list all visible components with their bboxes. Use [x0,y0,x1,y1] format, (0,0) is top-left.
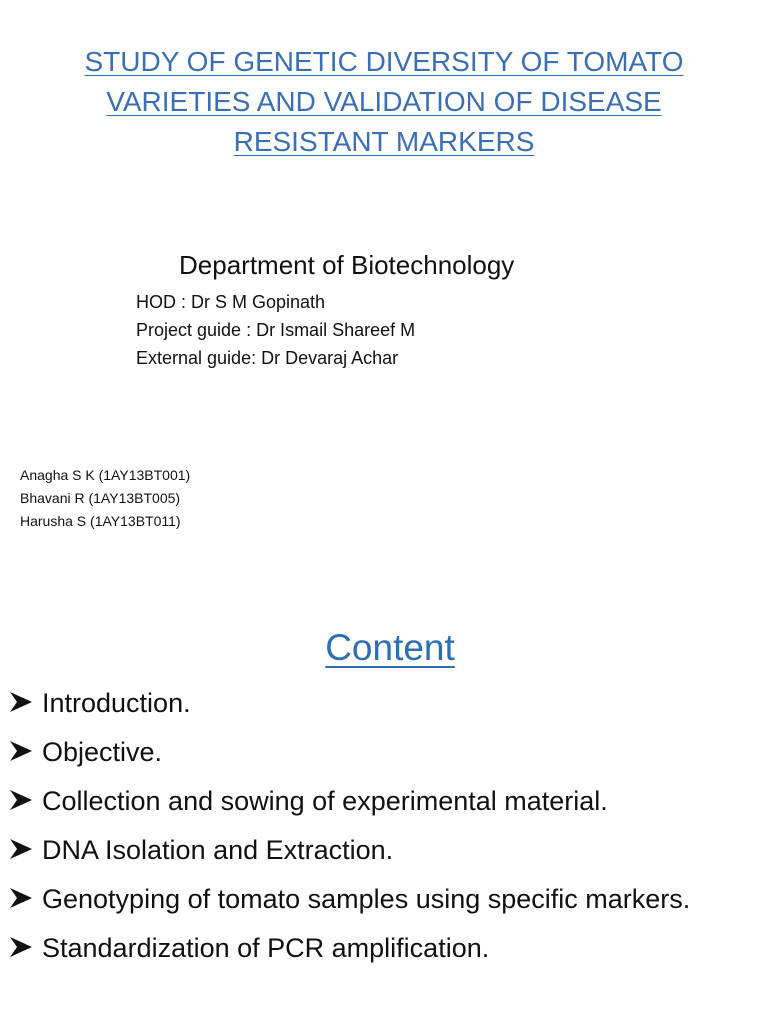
hod-line: HOD : Dr S M Gopinath [136,292,326,312]
content-item-text: Introduction. [42,688,191,718]
student-item: Harusha S (1AY13BT011) [20,513,181,529]
project-guide-line: Project guide : Dr Ismail Shareef M [136,320,416,340]
content-list-item [8,732,760,773]
content-heading-text: Content [325,627,455,668]
content-list-item [8,879,760,920]
department-name: Department of Biotechnology [179,250,515,280]
content-list-item [8,781,760,822]
guides-block [136,288,415,372]
arrow-right-icon [8,837,34,861]
content-list-item [8,683,760,724]
content-list-item [8,928,760,969]
arrow-right-icon [8,788,34,812]
content-heading [0,624,768,672]
external-guide-line: External guide: Dr Devaraj Achar [136,348,399,368]
content-list [8,683,760,977]
content-item-text: Genotyping of tomato samples using specific markers. [42,884,691,914]
arrow-right-icon [8,886,34,910]
content-item-text: DNA Isolation and Extraction. [42,835,394,865]
content-item-text: Collection and sowing of experimental material. [42,786,608,816]
content-item-text: Objective. [42,737,163,767]
title-line-2: VARIETIES AND VALIDATION OF DISEASE [106,86,662,117]
document-title [40,42,728,162]
title-line-3: RESISTANT MARKERS [233,126,535,157]
students-list [20,464,190,533]
title-line-1: STUDY OF GENETIC DIVERSITY OF TOMATO [84,46,684,77]
content-item-text: Standardization of PCR amplification. [42,933,490,963]
arrow-right-icon [8,739,34,763]
student-item: Anagha S K (1AY13BT001) [20,467,191,483]
arrow-right-icon [8,935,34,959]
content-list-item [8,830,760,871]
student-item: Bhavani R (1AY13BT005) [20,490,181,506]
arrow-right-icon [8,690,34,714]
